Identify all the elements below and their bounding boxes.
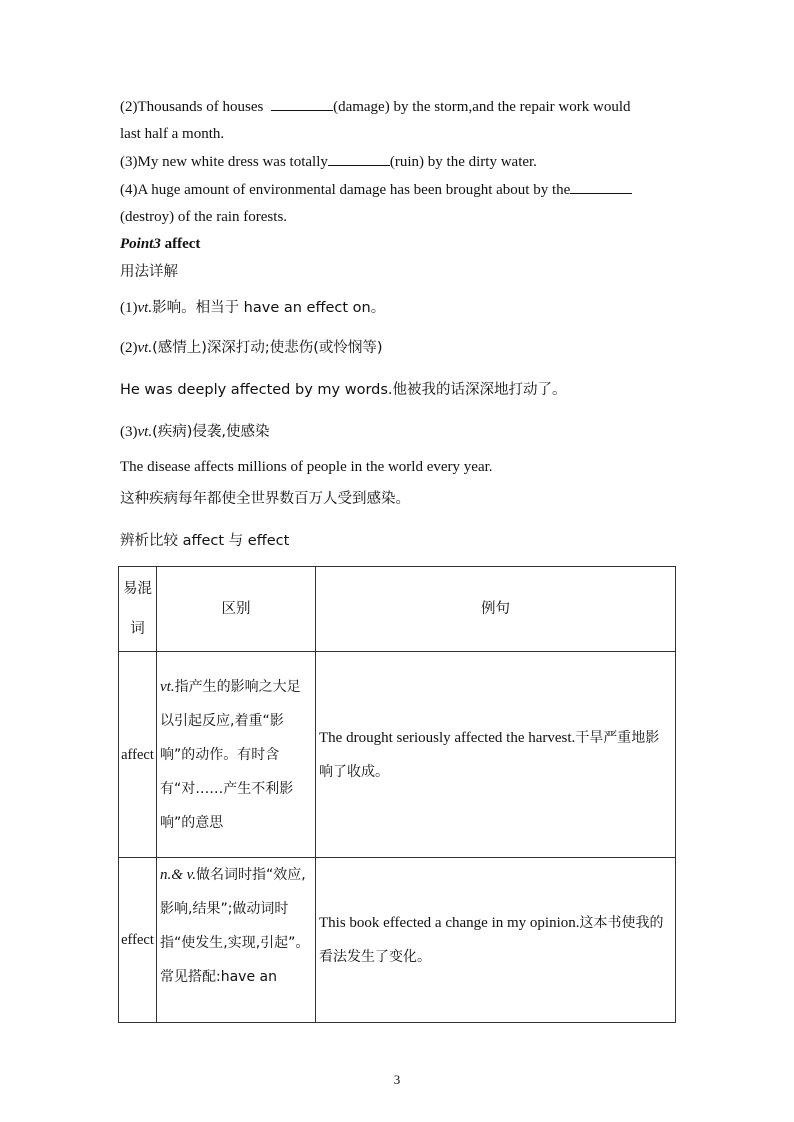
exercise-2-cont bbox=[120, 124, 224, 144]
exercise-4-text: (4)A huge amount of environmental damage has been brought about by the bbox=[120, 182, 571, 198]
exercise-4-cont bbox=[120, 207, 287, 227]
usage-pos: vt. bbox=[137, 340, 153, 356]
usage-num: (3) bbox=[120, 424, 138, 440]
usage-3-example-cn: 这种疾病每年都使全世界数百万人受到感染。 bbox=[120, 491, 410, 507]
row-example-cn: 干旱严重地影响了收成。 bbox=[319, 729, 660, 780]
usage-text: (感情上)深深打动;使悲伤(或怜悯等) bbox=[152, 340, 383, 356]
row-word: effect bbox=[119, 858, 157, 1023]
usage-1 bbox=[120, 298, 385, 318]
answer-blank[interactable] bbox=[328, 151, 390, 166]
row-word: affect bbox=[119, 652, 157, 858]
exercise-4-cont-text: (destroy) of the rain forests. bbox=[120, 209, 288, 225]
usage-text: 影响。相当于 have an effect on。 bbox=[152, 300, 386, 316]
exercise-2-hint: (damage) by the storm,and the repair work would bbox=[333, 99, 631, 115]
exercise-4 bbox=[120, 179, 632, 200]
usage-title: 用法详解 bbox=[120, 264, 178, 280]
header-cell-example: 例句 bbox=[316, 567, 676, 652]
exercise-2-text: (2)Thousands of houses bbox=[120, 99, 268, 115]
compare-title: 辨析比较 affect 与 effect bbox=[120, 533, 290, 549]
usage-num: (2) bbox=[120, 340, 138, 356]
table-row bbox=[119, 652, 676, 858]
row-diff-pos: n.& v. bbox=[160, 867, 196, 883]
point-label: Point3 bbox=[120, 236, 161, 252]
header-cell-diff: 区别 bbox=[157, 567, 316, 652]
table-header-row bbox=[119, 567, 676, 652]
header-cell-word: 易混词 bbox=[119, 567, 157, 652]
usage-pos: vt. bbox=[137, 300, 153, 316]
row-diff bbox=[157, 652, 316, 858]
exercise-3 bbox=[120, 151, 537, 172]
point-word: affect bbox=[160, 236, 201, 252]
usage-num: (1) bbox=[120, 300, 138, 316]
exercise-3-hint: (ruin) by the dirty water. bbox=[389, 154, 537, 170]
row-example-en: The drought seriously affected the harvest. bbox=[319, 729, 576, 746]
usage-3 bbox=[120, 422, 270, 442]
row-diff-pos: vt. bbox=[160, 678, 175, 695]
usage-text: (疾病)侵袭,使感染 bbox=[152, 424, 270, 440]
exercise-2-cont-text: last half a month. bbox=[120, 126, 225, 142]
comparison-table bbox=[118, 566, 676, 1023]
row-example-en: This book effected a change in my opinion. bbox=[319, 915, 580, 931]
row-diff-text: 指产生的影响之大足以引起反应,着重“影响”的动作。有时含有“对……产生不利影响”的意思 bbox=[160, 678, 301, 831]
row-example bbox=[316, 858, 676, 1023]
answer-blank[interactable] bbox=[271, 96, 333, 111]
row-diff bbox=[157, 858, 316, 1023]
usage-3-example-en: The disease affects millions of people in the world every year. bbox=[120, 459, 493, 475]
row-example bbox=[316, 652, 676, 858]
answer-blank[interactable] bbox=[570, 179, 632, 194]
row-example-cn: 这本书使我的看法发生了变化。 bbox=[319, 915, 664, 965]
row-diff-text: 做名词时指“效应,影响,结果”;做动词时指“使发生,实现,引起”。常见搭配:have an bbox=[160, 867, 310, 985]
exercise-3-text: (3)My new white dress was totally bbox=[120, 154, 328, 170]
exercise-2 bbox=[120, 96, 631, 117]
table-row bbox=[119, 858, 676, 1023]
point-heading bbox=[120, 234, 200, 254]
usage-2-example: He was deeply affected by my words.他被我的话深深地打动了。 bbox=[120, 382, 567, 398]
usage-pos: vt. bbox=[137, 424, 153, 440]
usage-2 bbox=[120, 338, 383, 358]
page-number: 3 bbox=[393, 1072, 401, 1087]
